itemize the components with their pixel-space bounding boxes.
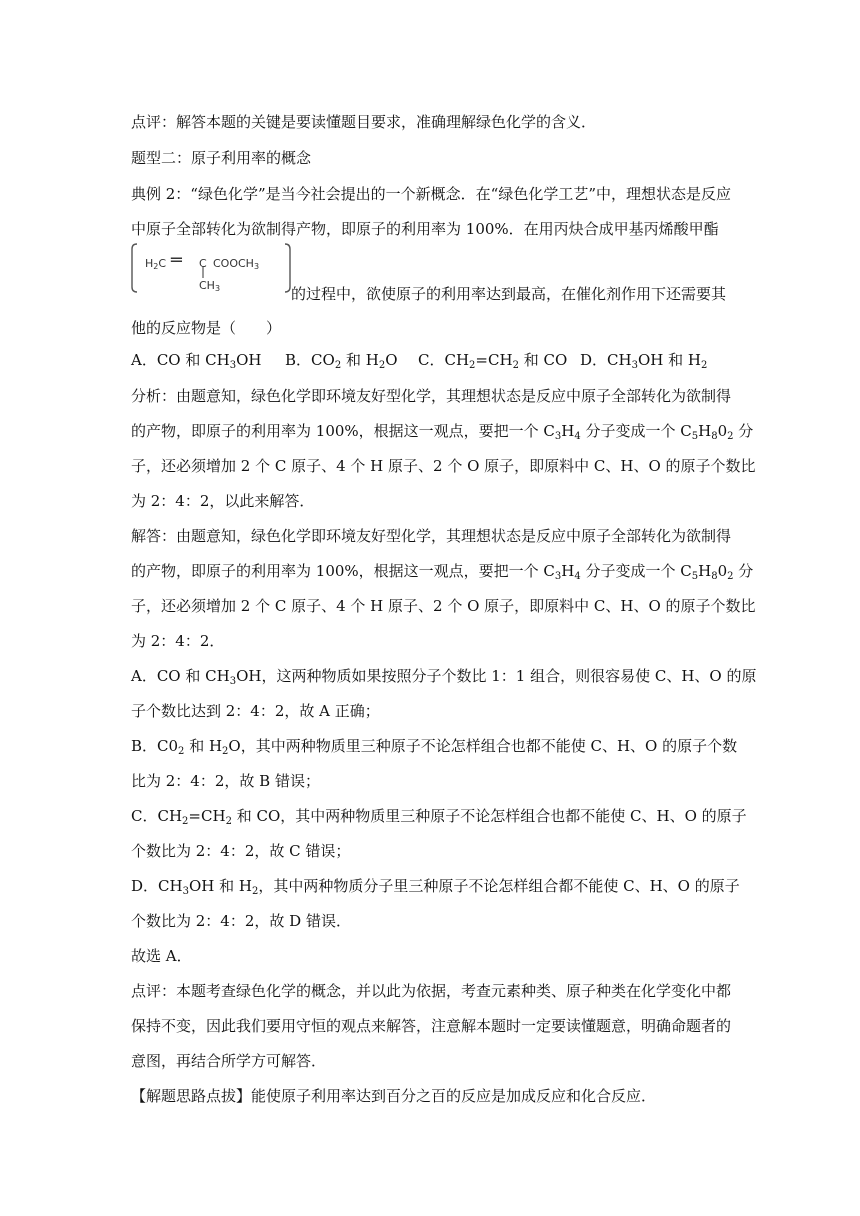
formula-ch3: $CH_3$ [199,279,221,293]
explain-a-line-1: A．CO 和 $CH_3OH$，这两种物质如果按照分子个数比 1：1 组合，则很容易使 C、H、O 的原 [131,667,757,687]
formula-h2c: $H_2C$ [145,257,167,271]
option-a: A．CO 和 $CH_3OH$ [131,351,262,371]
explain-d-line-1: D．$CH_3OH$ 和 $H_2$，其中两种物质分子里三种原子不论怎样组合都不能使 C、H、O 的原子 [131,877,740,897]
option-d: D．$CH_3OH$ 和 $H_2$ [580,351,708,371]
section-heading: 题型二：原子利用率的概念 [131,149,312,167]
example-line-4: 他的反应物是（ ） [131,319,282,337]
analysis-line-3: 子，还必须增加 2 个 C 原子、4 个 H 原子、2 个 O 原子，即原料中 C、H、O 的原子个数比 [131,457,756,475]
option-b: B．$CO_2$ 和 $H_2O$ [285,351,398,371]
methyl-methacrylate-structure [131,242,291,294]
review2-line-2: 保持不变，因此我们要用守恒的观点来解答，注意解本题时一定要读懂题意，明确命题者的 [131,1017,732,1035]
example-line-3: 的过程中，欲使原子的利用率达到最高，在催化剂作用下还需要其 [291,285,727,303]
solution-line-1: 解答：由题意知，绿色化学即环境友好型化学，其理想状态是反应中原子全部转化为欲制得 [131,527,732,545]
explain-c-line-1: C．$CH_2=CH_2$ 和 CO，其中两种物质里三种原子不论怎样组合也都不能使 C、H、O 的原子 [131,807,747,827]
explain-d-line-2: 个数比为 2：4：2，故 D 错误． [131,912,351,930]
review2-line-3: 意图，再结合所学方可解答． [131,1052,327,1070]
solution-line-3: 子，还必须增加 2 个 C 原子、4 个 H 原子、2 个 O 原子，即原料中 C、H、O 的原子个数比 [131,597,756,615]
example-line-2: 中原子全部转化为欲制得产物，即原子的利用率为 100%．在用丙炔合成甲基丙烯酸甲酯 [131,220,719,238]
formula-double-bond: ═ [171,250,182,271]
analysis-line-4: 为 2：4：2，以此来解答． [131,492,315,510]
example-line-1: 典例 2：“绿色化学”是当今社会提出的一个新概念．在“绿色化学工艺”中，理想状态是反应 [131,185,731,203]
formula-carbon: C [199,257,207,270]
tip-line: 【解题思路点拔】能使原子利用率达到百分之百的反应是加成反应和化合反应． [131,1087,657,1105]
analysis-line-1: 分析：由题意知，绿色化学即环境友好型化学，其理想状态是反应中原子全部转化为欲制得 [131,387,732,405]
explain-a-line-2: 子个数比达到 2：4：2，故 A 正确； [131,702,380,720]
solution-line-2: 的产物，即原子的利用率为 100%，根据这一观点，要把一个 $C_3H_4$ 分子变成一个 $C_5H_80_2$ 分 [131,562,754,582]
explain-c-line-2: 个数比为 2：4：2，故 C 错误； [131,842,351,860]
answer-line: 故选 A． [131,947,192,965]
review2-line-1: 点评：本题考查绿色化学的概念，并以此为依据，考查元素种类、原子种类在化学变化中都 [131,982,732,1000]
explain-b-line-2: 比为 2：4：2，故 B 错误； [131,772,320,790]
analysis-line-2: 的产物，即原子的利用率为 100%，根据这一观点，要把一个 $C_3H_4$ 分子变成一个 $C_5H_80_2$ 分 [131,422,754,442]
formula-cooch3: $COOCH_3$ [213,257,260,271]
option-c: C．$CH_2=CH_2$ 和 CO [418,351,568,371]
review-line: 点评：解答本题的关键是要读懂题目要求，准确理解绿色化学的含义． [131,113,597,131]
explain-b-line-1: B．$C0_2$ 和 $H_2O$，其中两种物质里三种原子不论怎样组合也都不能使 C、H、O 的原子个数 [131,737,738,757]
solution-line-4: 为 2：4：2． [131,632,225,650]
